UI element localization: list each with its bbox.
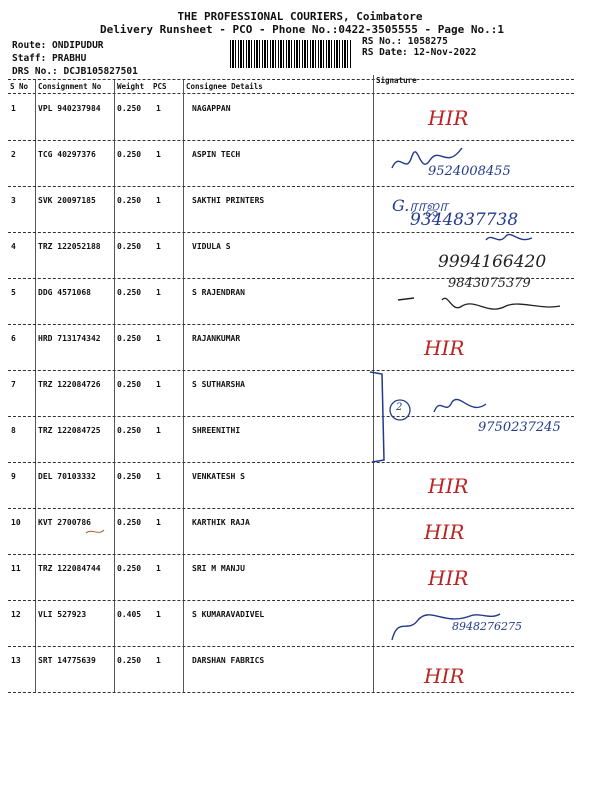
cell-cno: HRD 713174342	[38, 334, 101, 343]
rs-number: RS No.: 1058275	[362, 36, 448, 47]
col-consignee: Consignee Details	[186, 82, 263, 91]
cell-weight: 0.250	[117, 334, 142, 343]
cell-sno: 10	[11, 518, 21, 527]
cell-cno: VPL 940237984	[38, 104, 101, 113]
cell-pcs: 1	[156, 426, 161, 435]
cell-pcs: 1	[156, 518, 161, 527]
cell-consignee: S KUMARAVADIVEL	[192, 610, 265, 619]
cell-sno: 9	[11, 472, 16, 481]
cell-sno: 6	[11, 334, 16, 343]
cell-consignee: S SUTHARSHA	[192, 380, 245, 389]
count-row78: 2	[396, 402, 403, 413]
cell-sno: 7	[11, 380, 16, 389]
cell-cno: TRZ 122084725	[38, 426, 101, 435]
cell-cno: SVK 20097185	[38, 196, 96, 205]
cell-consignee: RAJANKUMAR	[192, 334, 241, 343]
phone-row3: 9344837738	[410, 210, 519, 230]
cell-consignee: VENKATESH S	[192, 472, 245, 481]
rs-date: RS Date: 12-Nov-2022	[362, 47, 477, 58]
cell-cno: TCG 40297376	[38, 150, 96, 159]
cell-sno: 3	[11, 196, 16, 205]
cell-consignee: S RAJENDRAN	[192, 288, 245, 297]
route-label: Route: ONDIPUDUR	[12, 40, 104, 51]
cell-sno: 5	[11, 288, 16, 297]
tick-mark	[86, 530, 104, 533]
cell-cno: DEL 70103332	[38, 472, 96, 481]
cell-consignee: SRI M MANJU	[192, 564, 245, 573]
runsheet-title: Delivery Runsheet - PCO - Phone No.:0422-3505555 - Page No.:1	[100, 23, 504, 36]
cell-weight: 0.250	[117, 564, 142, 573]
cell-weight: 0.250	[117, 426, 142, 435]
cell-sno: 11	[11, 564, 21, 573]
signature-scribble	[434, 399, 486, 412]
name-row3: G.ராஜா	[392, 196, 448, 215]
cell-weight: 0.250	[117, 242, 142, 251]
hir-mark-row9: HIR	[428, 474, 469, 498]
cell-cno: VLI 527923	[38, 610, 87, 619]
signature-scribble	[442, 298, 560, 309]
hir-mark-row1: HIR	[428, 106, 469, 130]
cell-weight: 0.250	[117, 656, 142, 665]
cell-cno: KVT 2700786	[38, 518, 91, 527]
cell-pcs: 1	[156, 150, 161, 159]
cell-cno: TRZ 122052188	[38, 242, 101, 251]
cell-weight: 0.405	[117, 610, 142, 619]
cell-sno: 2	[11, 150, 16, 159]
cell-pcs: 1	[156, 610, 161, 619]
drs-number: DRS No.: DCJB105827501	[12, 66, 138, 77]
company-title: THE PROFESSIONAL COURIERS, Coimbatore	[177, 10, 423, 23]
bracket-mark	[370, 372, 384, 462]
col-consignment: Consignment No	[38, 82, 102, 91]
cell-pcs: 1	[156, 564, 161, 573]
cell-sno: 4	[11, 242, 16, 251]
staff-label: Staff: PRABHU	[12, 53, 87, 64]
cell-consignee: ASPIN TECH	[192, 150, 241, 159]
cell-sno: 12	[11, 610, 21, 619]
phone-row5: 9843075379	[448, 276, 531, 291]
cell-consignee: SHREENITHI	[192, 426, 241, 435]
phone-row4: 9994166420	[438, 252, 547, 272]
cell-cno: TRZ 122084726	[38, 380, 101, 389]
cell-cno: DDG 4571068	[38, 288, 91, 297]
hir-mark-row6: HIR	[424, 336, 465, 360]
cell-weight: 0.250	[117, 196, 142, 205]
cell-consignee: KARTHIK RAJA	[192, 518, 250, 527]
dash-mark	[398, 298, 414, 300]
cell-pcs: 1	[156, 334, 161, 343]
cell-pcs: 1	[156, 196, 161, 205]
cell-pcs: 1	[156, 242, 161, 251]
cell-pcs: 1	[156, 380, 161, 389]
cell-weight: 0.250	[117, 288, 142, 297]
cell-consignee: SAKTHI PRINTERS	[192, 196, 265, 205]
cell-pcs: 1	[156, 472, 161, 481]
col-pcs: PCS	[153, 82, 167, 91]
cell-weight: 0.250	[117, 472, 142, 481]
cell-consignee: DARSHAN FABRICS	[192, 656, 265, 665]
cell-cno: TRZ 122084744	[38, 564, 101, 573]
cell-weight: 0.250	[117, 104, 142, 113]
cell-pcs: 1	[156, 288, 161, 297]
cell-sno: 13	[11, 656, 21, 665]
hir-mark-row13: HIR	[424, 664, 465, 688]
cell-consignee: NAGAPPAN	[192, 104, 231, 113]
cell-sno: 8	[11, 426, 16, 435]
cell-sno: 1	[11, 104, 16, 113]
cell-weight: 0.250	[117, 380, 142, 389]
phone-row2: 9524008455	[428, 164, 511, 179]
col-sno: S No	[10, 82, 29, 91]
cell-cno: SRT 14775639	[38, 656, 96, 665]
col-signature: Signature	[376, 76, 417, 85]
cell-pcs: 1	[156, 656, 161, 665]
phone-row12: 8948276275	[452, 620, 522, 633]
hir-mark-row10: HIR	[424, 520, 465, 544]
hir-mark-row11: HIR	[428, 566, 469, 590]
cell-weight: 0.250	[117, 518, 142, 527]
cell-consignee: VIDULA S	[192, 242, 231, 251]
phone-row78: 9750237245	[478, 420, 561, 435]
signature-scribble	[486, 234, 532, 240]
cell-weight: 0.250	[117, 150, 142, 159]
col-weight: Weight	[117, 82, 145, 91]
cell-pcs: 1	[156, 104, 161, 113]
